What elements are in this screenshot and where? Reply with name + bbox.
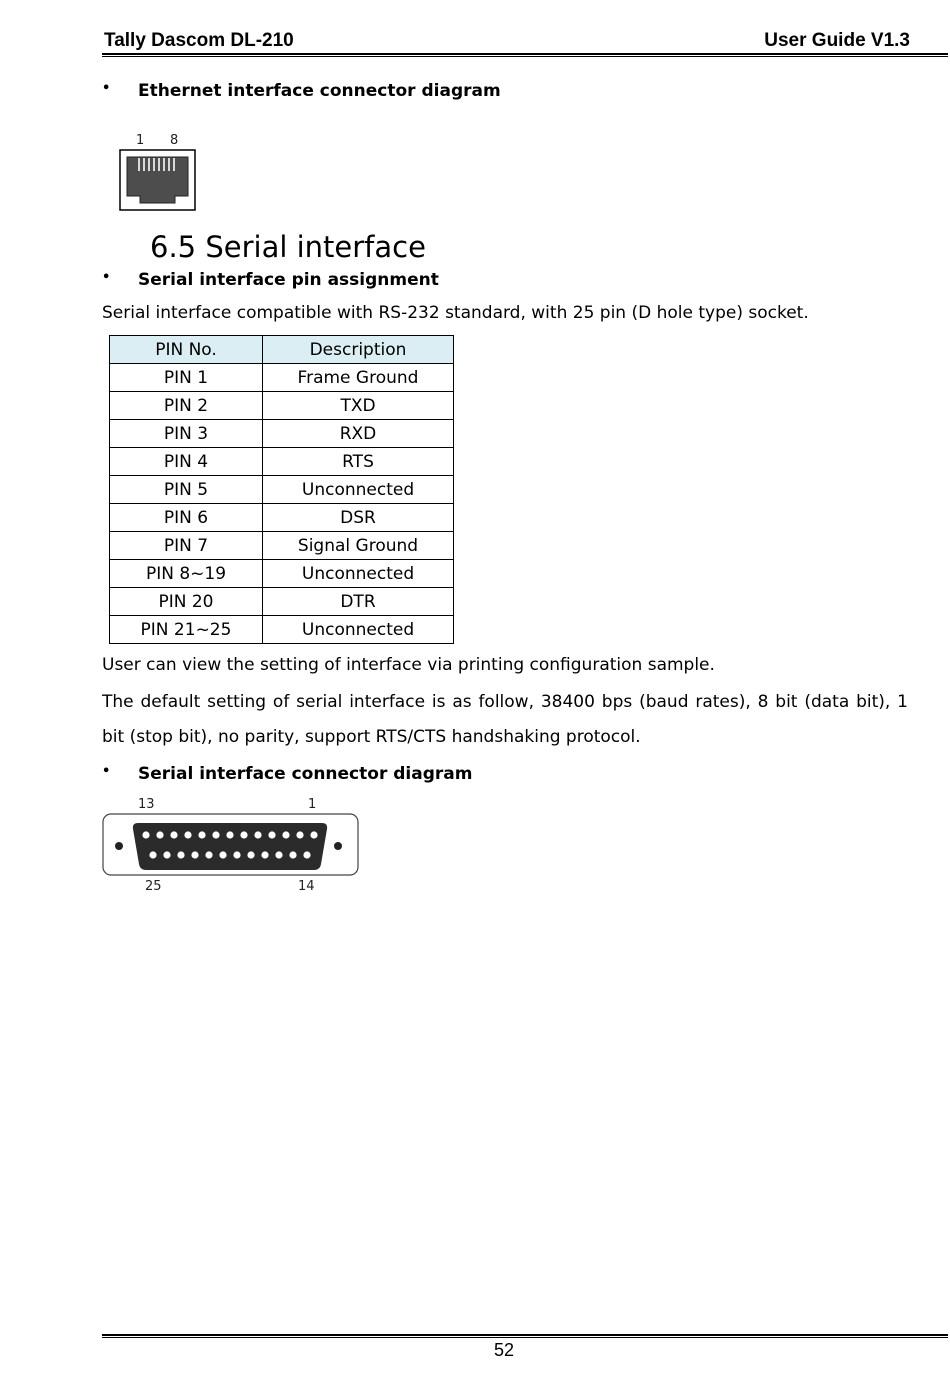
- db25-pin: [240, 831, 247, 838]
- rj45-socket: [127, 157, 188, 203]
- db25-label-13: 13: [138, 797, 155, 812]
- db25-pin: [219, 851, 226, 858]
- description-cell: Unconnected: [263, 476, 454, 504]
- db25-pin: [310, 831, 317, 838]
- db25-pin: [184, 831, 191, 838]
- page-header: [102, 28, 908, 52]
- db25-pin: [303, 851, 310, 858]
- bullet-icon: •: [102, 270, 111, 285]
- db25-pin: [268, 831, 275, 838]
- description-cell: RXD: [263, 420, 454, 448]
- db25-label-25: 25: [145, 879, 162, 894]
- table-row: [110, 532, 454, 560]
- pin-cell: PIN 21~25: [110, 616, 263, 644]
- description-cell: RTS: [263, 448, 454, 476]
- pin-cell: PIN 7: [110, 532, 263, 560]
- table-row: [110, 588, 454, 616]
- pin-cell: PIN 8~19: [110, 560, 263, 588]
- db25-pin: [198, 831, 205, 838]
- db25-pin: [289, 851, 296, 858]
- pin-cell: PIN 20: [110, 588, 263, 616]
- db25-pin: [163, 851, 170, 858]
- db25-pin: [296, 831, 303, 838]
- db25-pin: [261, 851, 268, 858]
- serial-intro-paragraph: Serial interface compatible with RS-232 standard, with 25 pin (D hole type) socket.: [102, 303, 809, 323]
- description-cell: DTR: [263, 588, 454, 616]
- table-row: [110, 392, 454, 420]
- description-cell: DSR: [263, 504, 454, 532]
- default-setting-paragraph: The default setting of serial interface is as follow, 38400 bps (baud rates), 8 bit (data bit), 1 bit (stop bit), no parity, support RTS/CTS handshaking protocol.: [102, 692, 908, 747]
- db25-body: [133, 823, 327, 870]
- table-row: [110, 420, 454, 448]
- table-row: [110, 616, 454, 644]
- footer-rule: [102, 1334, 948, 1338]
- pin-cell: PIN 2: [110, 392, 263, 420]
- pin-cell: PIN 4: [110, 448, 263, 476]
- ethernet-heading-text: Ethernet interface connector diagram: [138, 81, 501, 101]
- db25-pin: [282, 831, 289, 838]
- pin-cell: PIN 6: [110, 504, 263, 532]
- table-row: [110, 364, 454, 392]
- bullet-icon: •: [102, 764, 111, 779]
- description-cell: Unconnected: [263, 616, 454, 644]
- table-row: [110, 560, 454, 588]
- db25-pin: [205, 851, 212, 858]
- header-guide-version: User Guide V1.3: [764, 30, 910, 51]
- table-header-row: [110, 336, 454, 364]
- db25-pin: [254, 831, 261, 838]
- column-header-pin: PIN No.: [110, 336, 263, 364]
- db25-pin: [275, 851, 282, 858]
- db25-pin: [142, 831, 149, 838]
- db25-pin: [233, 851, 240, 858]
- db25-connector-diagram: [102, 795, 362, 895]
- db25-pin: [191, 851, 198, 858]
- rj45-pin-label-1: 1: [136, 133, 145, 148]
- pin-cell: PIN 1: [110, 364, 263, 392]
- bullet-icon: •: [102, 81, 111, 96]
- rj45-pin-label-8: 8: [170, 133, 179, 148]
- table-row: [110, 504, 454, 532]
- description-cell: TXD: [263, 392, 454, 420]
- view-setting-paragraph: User can view the setting of interface via printing configuration sample.: [102, 655, 715, 675]
- column-header-description: Description: [263, 336, 454, 364]
- description-cell: Unconnected: [263, 560, 454, 588]
- db25-pin: [149, 851, 156, 858]
- pin-assignment-table: [109, 335, 454, 644]
- table-row: [110, 448, 454, 476]
- db25-pin: [156, 831, 163, 838]
- db25-label-1: 1: [308, 797, 317, 812]
- description-cell: Frame Ground: [263, 364, 454, 392]
- pin-cell: PIN 5: [110, 476, 263, 504]
- section-title: 6.5 Serial interface: [150, 230, 426, 264]
- db25-mount-hole-left: [115, 842, 123, 850]
- rj45-connector-diagram: [118, 128, 200, 214]
- header-rule: [102, 53, 948, 57]
- page-number: 52: [493, 1340, 515, 1360]
- db25-pin: [226, 831, 233, 838]
- description-cell: Signal Ground: [263, 532, 454, 560]
- db25-pin: [212, 831, 219, 838]
- db25-pin: [170, 831, 177, 838]
- db25-label-14: 14: [298, 879, 315, 894]
- header-product-name: Tally Dascom DL-210: [104, 30, 294, 51]
- pin-cell: PIN 3: [110, 420, 263, 448]
- serial-connector-heading-text: Serial interface connector diagram: [138, 764, 473, 784]
- db25-mount-hole-right: [334, 842, 342, 850]
- table-row: [110, 476, 454, 504]
- db25-pin: [247, 851, 254, 858]
- db25-pin: [177, 851, 184, 858]
- serial-pins-heading-text: Serial interface pin assignment: [138, 270, 439, 290]
